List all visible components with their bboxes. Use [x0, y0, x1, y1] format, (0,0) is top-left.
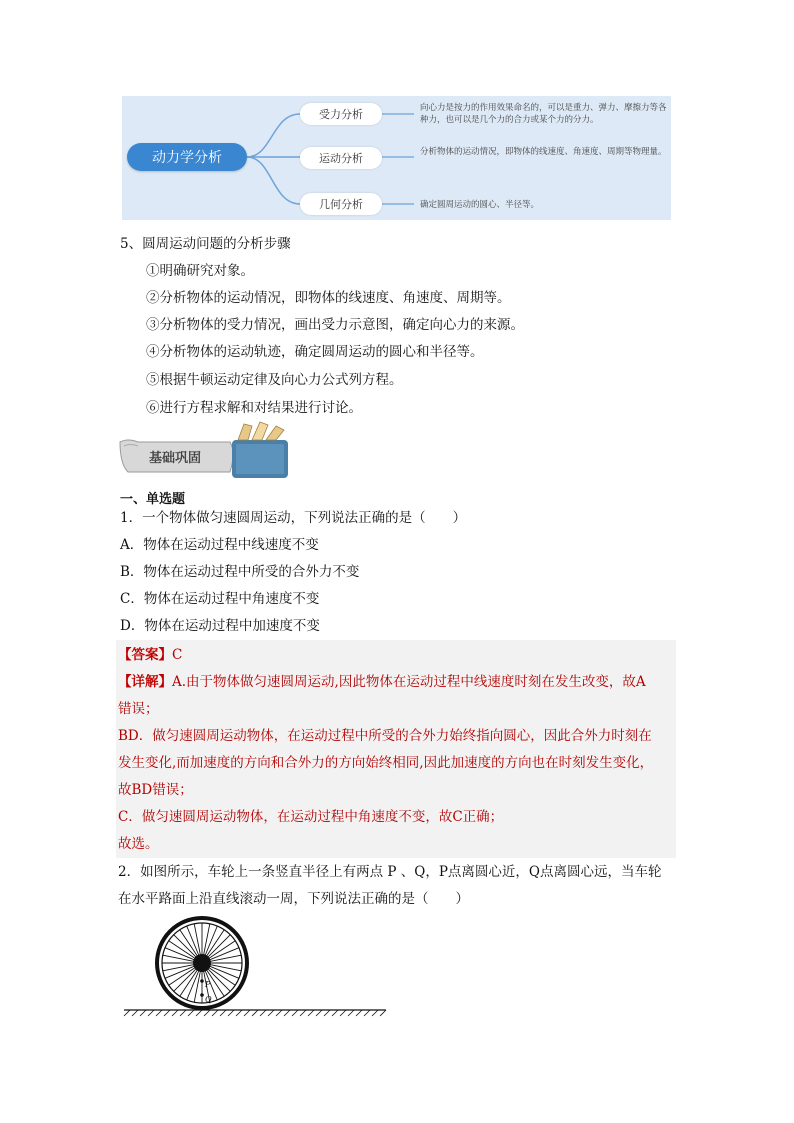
mindmap-center-node: 动力学分析 — [127, 143, 247, 171]
q1-option-b: B．物体在运动过程中所受的合外力不变 — [120, 564, 360, 580]
step-item-5: ⑤根据牛顿运动定律及向心力公式列方程。 — [146, 372, 403, 388]
detail-tag: 【详解】 — [118, 674, 172, 690]
q1-stem: 1．一个物体做匀速圆周运动，下列说法正确的是（ ） — [120, 510, 467, 526]
banner-graphic — [118, 420, 303, 478]
answer-tag: 【答案】 — [118, 647, 172, 663]
mindmap-node-geometry: 几何分析 — [300, 193, 382, 215]
q1-detail-line-2: 错误； — [118, 701, 159, 717]
q2-stem-line-2: 在水平路面上沿直线滚动一周，下列说法正确的是（ ） — [118, 891, 469, 907]
q1-detail-line-7: 故选。 — [118, 836, 159, 852]
answer-value: C — [172, 647, 183, 663]
step-item-1: ①明确研究对象。 — [146, 263, 254, 279]
steps-heading: 5、圆周运动问题的分析步骤 — [120, 236, 291, 252]
dynamics-mindmap — [122, 96, 671, 220]
q1-option-a: A．物体在运动过程中线速度不变 — [120, 537, 319, 553]
q1-detail-line-5: 故BD错误； — [118, 782, 193, 798]
mindmap-node-motion: 运动分析 — [300, 147, 382, 169]
point-p-label: P — [205, 980, 211, 989]
mindmap-desc-geometry: 确定圆周运动的圆心、半径等。 — [420, 200, 540, 210]
point-q-label: Q — [205, 995, 212, 1004]
q1-detail-line-1 — [118, 670, 646, 690]
banner-label: 基础巩固 — [148, 451, 202, 466]
step-item-2: ②分析物体的运动情况，即物体的线速度、角速度、周期等。 — [146, 290, 511, 306]
wheel-figure — [120, 915, 390, 1024]
step-item-3: ③分析物体的受力情况，画出受力示意图，确定向心力的来源。 — [146, 317, 524, 333]
step-item-4: ④分析物体的运动轨迹，确定圆周运动的圆心和半径等。 — [146, 344, 484, 360]
mindmap-node-force: 受力分析 — [300, 103, 382, 125]
section-banner — [118, 420, 303, 478]
step-item-6: ⑥进行方程求解和对结果进行讨论。 — [146, 400, 362, 416]
q1-detail-line-4: 发生变化,而加速度的方向和合外力的方向始终相同,因此加速度的方向也在时刻发生变化， — [118, 755, 654, 771]
ground-hatch — [124, 1010, 386, 1016]
q2-stem-line-1: 2．如图所示，车轮上一条竖直半径上有两点 P 、Q，P点离圆心近，Q点离圆心远，当车轮 — [118, 864, 662, 880]
q1-detail-line-3: BD．做匀速圆周运动物体，在运动过程中所受的合外力始终指向圆心，因此合外力时刻在 — [118, 728, 652, 744]
section-title: 一、单选题 — [120, 492, 186, 507]
q1-detail-line-6: C．做匀速圆周运动物体，在运动过程中角速度不变，故C正确； — [118, 809, 504, 825]
wheel-diagram — [120, 915, 390, 1020]
q1-answer — [118, 643, 182, 663]
q1-option-d: D．物体在运动过程中加速度不变 — [120, 618, 320, 634]
detail-text: A.由于物体做匀速圆周运动,因此物体在运动过程中线速度时刻在发生改变，故A — [172, 674, 646, 690]
mindmap-desc-force: 向心力是按力的作用效果命名的，可以是重力、弹力、摩擦力等各种力，也可以是几个力的合力或某个力的分力。 — [420, 103, 667, 125]
q1-option-c: C．物体在运动过程中角速度不变 — [120, 591, 320, 607]
mindmap-desc-motion: 分析物体的运动情况，即物体的线速度、角速度、周期等物理量。 — [420, 147, 667, 157]
